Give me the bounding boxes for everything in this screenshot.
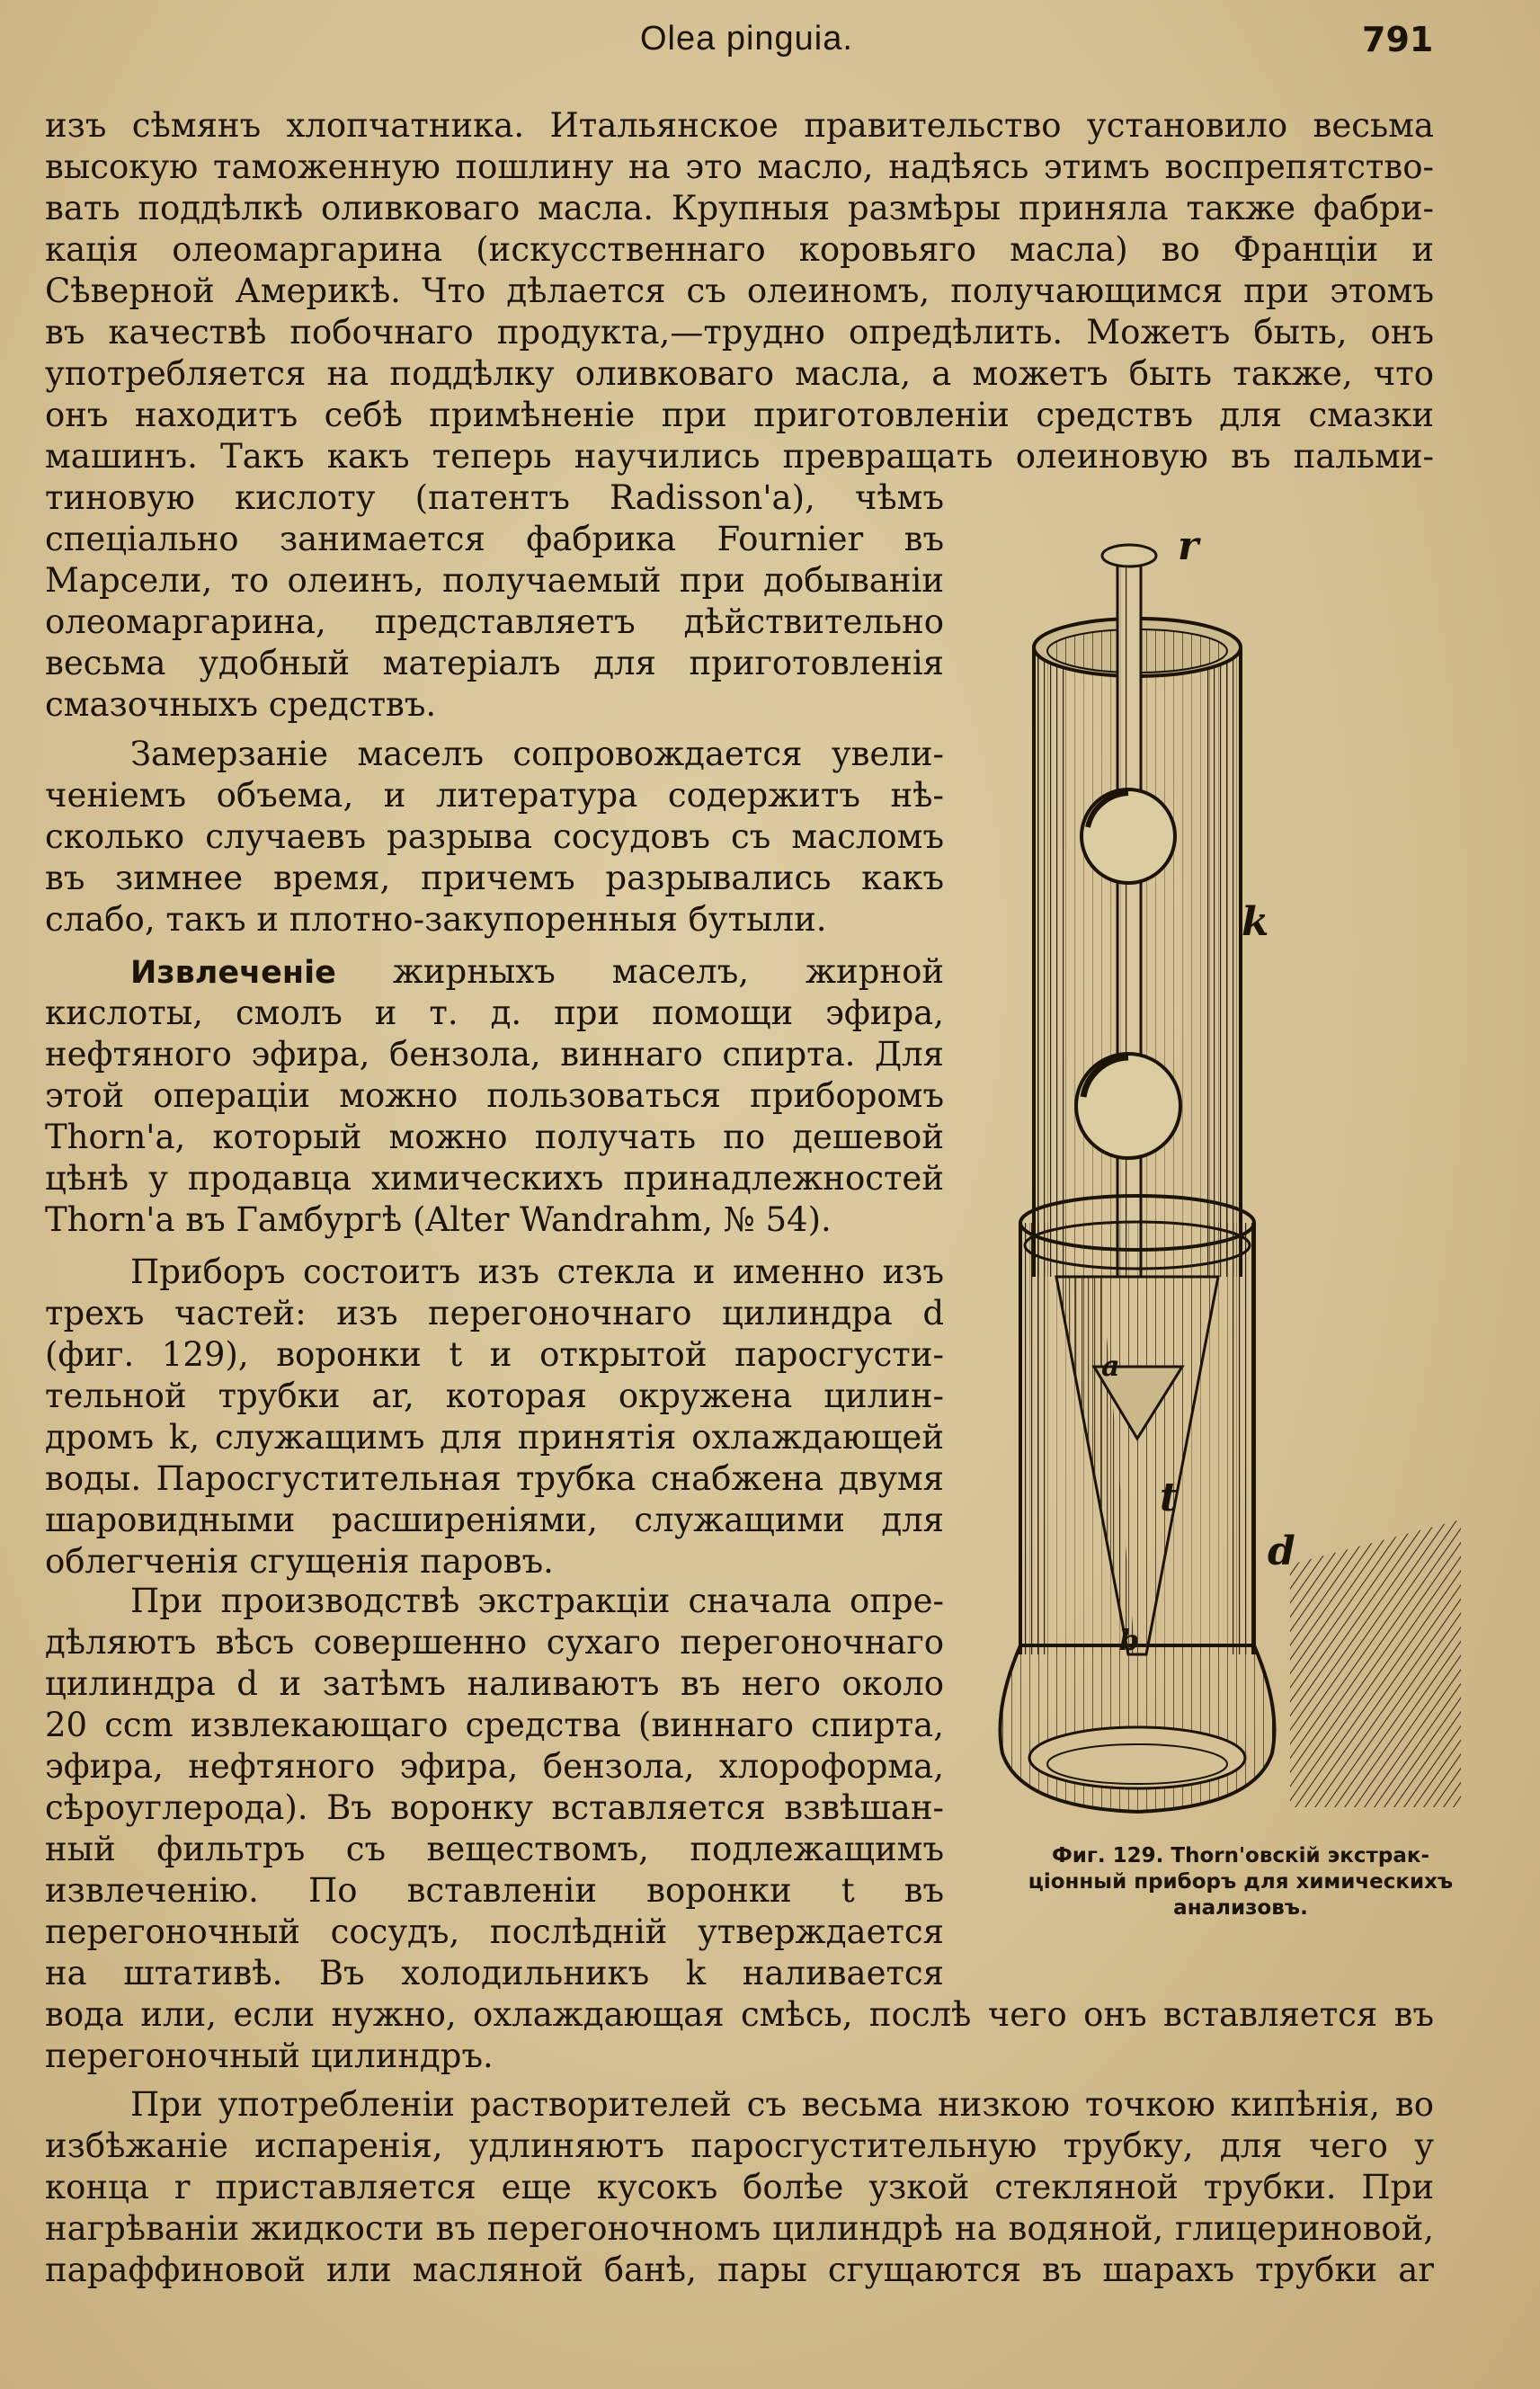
cast-shadow [1290, 1520, 1461, 1807]
figure-caption [1007, 1843, 1474, 1921]
paragraph-start: Замерзаніе маселъ сопровождается увели- [130, 735, 944, 773]
text-line: конца r приставляется еще кусокъ болѣе узкой стекляной трубки. При [45, 2168, 1434, 2206]
text-line: перегоночный сосудъ, послѣдній утверждается [45, 1912, 944, 1951]
text-line: нефтяного эфира, бензола, виннаго спирта. Для [45, 1035, 944, 1074]
text-line: нагрѣваніи жидкости въ перегоночномъ цилиндрѣ на водяной, глицериновой, [45, 2209, 1434, 2248]
text-line: дѣляютъ вѣсъ совершенно сухаго перегоночнаго [45, 1623, 944, 1662]
text-line: сколько случаевъ разрыва сосудовъ съ масломъ [45, 817, 944, 856]
text-line: сѣроуглерода). Въ воронку вставляется взвѣшан- [45, 1788, 944, 1827]
caption-line: ціонный приборъ для химическихъ [1028, 1870, 1454, 1894]
text-line: Марсели, то олеинъ, получаемый при добываніи [45, 561, 944, 600]
text-line: машинъ. Такъ какъ теперь научились превращать олеиновую въ пальми- [45, 437, 1434, 476]
text-line: употребляется на поддѣлку оливковаго масла, а можетъ быть также, что [45, 354, 1434, 393]
text-line: тиновую кислоту (патентъ Radisson'a), чѣмъ [45, 478, 944, 517]
apparatus-illustration [993, 530, 1461, 1825]
text-line: вать поддѣлкѣ оливковаго масла. Крупныя размѣры приняла также фабри- [45, 189, 1434, 227]
paragraph-start: Приборъ состоитъ изъ стекла и именно изъ [130, 1252, 944, 1291]
paragraph-start [45, 951, 944, 993]
text-line: воды. Паросгустительная трубка снабжена двумя [45, 1459, 944, 1498]
text-fragment: жирныхъ маселъ, жирной [392, 952, 944, 991]
text-line: смазочныхъ средствъ. [45, 685, 437, 724]
running-title: Olea pinguia. [640, 20, 853, 58]
text-line: кислоты, смолъ и т. д. при помощи эфира, [45, 994, 944, 1032]
page-header [0, 13, 1540, 67]
text-line: спеціально занимается фабрика Fournier въ [45, 520, 944, 558]
section-lead: Извлеченіе [130, 955, 336, 991]
text-line: изъ сѣмянъ хлопчатника. Итальянское правительство установило весьма [45, 106, 1434, 145]
label-k: k [1242, 899, 1269, 945]
text-line: на штативѣ. Въ холодильникъ k наливается [45, 1954, 944, 1992]
text-line: Thorn'a, который можно получать по дешевой [45, 1118, 944, 1156]
text-line: высокую таможенную пошлину на это масло, надѣясь этимъ воспрепятство- [45, 147, 1434, 186]
text-line: слабо, такъ и плотно-закупоренныя бутыли. [45, 900, 827, 939]
text-line: Сѣверной Америкѣ. Что дѣлается съ олеиномъ, получающимся при этомъ [45, 272, 1434, 310]
page-number: 791 [1362, 20, 1434, 59]
text-line: весьма удобный матеріалъ для приготовленія [45, 644, 944, 682]
text-line: кація олеомаргарина (искусственнаго коровьяго масла) во Франціи и [45, 230, 1434, 269]
paragraph-start: При производствѣ экстракціи сначала опре- [130, 1582, 944, 1620]
text-line: параффиновой или масляной банѣ, пары сгущаются въ шарахъ трубки ar [45, 2251, 1434, 2289]
label-r: r [1178, 530, 1199, 569]
paragraph-start: При употребленіи растворителей съ весьма низкою точкою кипѣнія, во [130, 2085, 1434, 2124]
text-line: облегченія сгущенія паровъ. [45, 1542, 554, 1581]
text-line: дромъ k, служащимъ для принятія охлаждающей [45, 1418, 944, 1457]
text-line: извлеченію. По вставленіи воронки t въ [45, 1871, 944, 1910]
text-line: олеомаргарина, представляетъ дѣйствительно [45, 602, 944, 641]
text-line: этой операціи можно пользоваться приборомъ [45, 1076, 944, 1115]
label-d: d [1268, 1529, 1295, 1574]
text-line: шаровидными расширеніями, служащими для [45, 1501, 944, 1539]
upper-bulb [1082, 789, 1175, 883]
text-line: эфира, нефтяного эфира, бензола, хлороформа, [45, 1747, 944, 1786]
label-b: b [1119, 1623, 1140, 1657]
text-line: цѣнѣ у продавца химическихъ принадлежностей [45, 1159, 944, 1198]
text-line: избѣжаніе испаренія, удлиняютъ паросгустительную трубку, для чего у [45, 2126, 1434, 2165]
text-line: трехъ частей: изъ перегоночнаго цилиндра d [45, 1294, 944, 1333]
label-t: t [1160, 1475, 1179, 1520]
text-line: въ качествѣ побочнаго продукта,—трудно опредѣлить. Можетъ быть, онъ [45, 313, 1434, 352]
text-line: цилиндра d и затѣмъ наливаютъ въ него около [45, 1664, 944, 1703]
text-line: (фиг. 129), воронки t и открытой паросгусти- [45, 1335, 944, 1374]
text-line: въ зимнее время, причемъ разрывались какъ [45, 859, 944, 897]
text-line: вода или, если нужно, охлаждающая смѣсь, послѣ чего онъ вставляется въ [45, 1995, 1434, 2034]
caption-line: анализовъ. [1173, 1896, 1308, 1920]
text-line: перегоночный цилиндръ. [45, 2037, 494, 2075]
text-line: 20 ccm извлекающаго средства (виннаго спирта, [45, 1706, 944, 1744]
lower-bulb [1076, 1054, 1180, 1158]
text-line: ный фильтръ съ веществомъ, подлежащимъ [45, 1830, 944, 1868]
text-line: Thorn'a въ Гамбургѣ (Alter Wandrahm, № 54). [45, 1200, 832, 1239]
label-a: a [1101, 1349, 1120, 1383]
figure-129-extraction-apparatus [993, 530, 1461, 1825]
text-line: ченіемъ объема, и литература содержитъ нѣ- [45, 776, 944, 815]
tube-top-r [1102, 545, 1156, 566]
caption-line: Фиг. 129. Thorn'овскій экстрак- [1051, 1844, 1430, 1868]
text-line: тельной трубки ar, которая окружена цилин- [45, 1377, 944, 1415]
text-line: онъ находитъ себѣ примѣненіе при приготовленіи средствъ для смазки [45, 396, 1434, 434]
